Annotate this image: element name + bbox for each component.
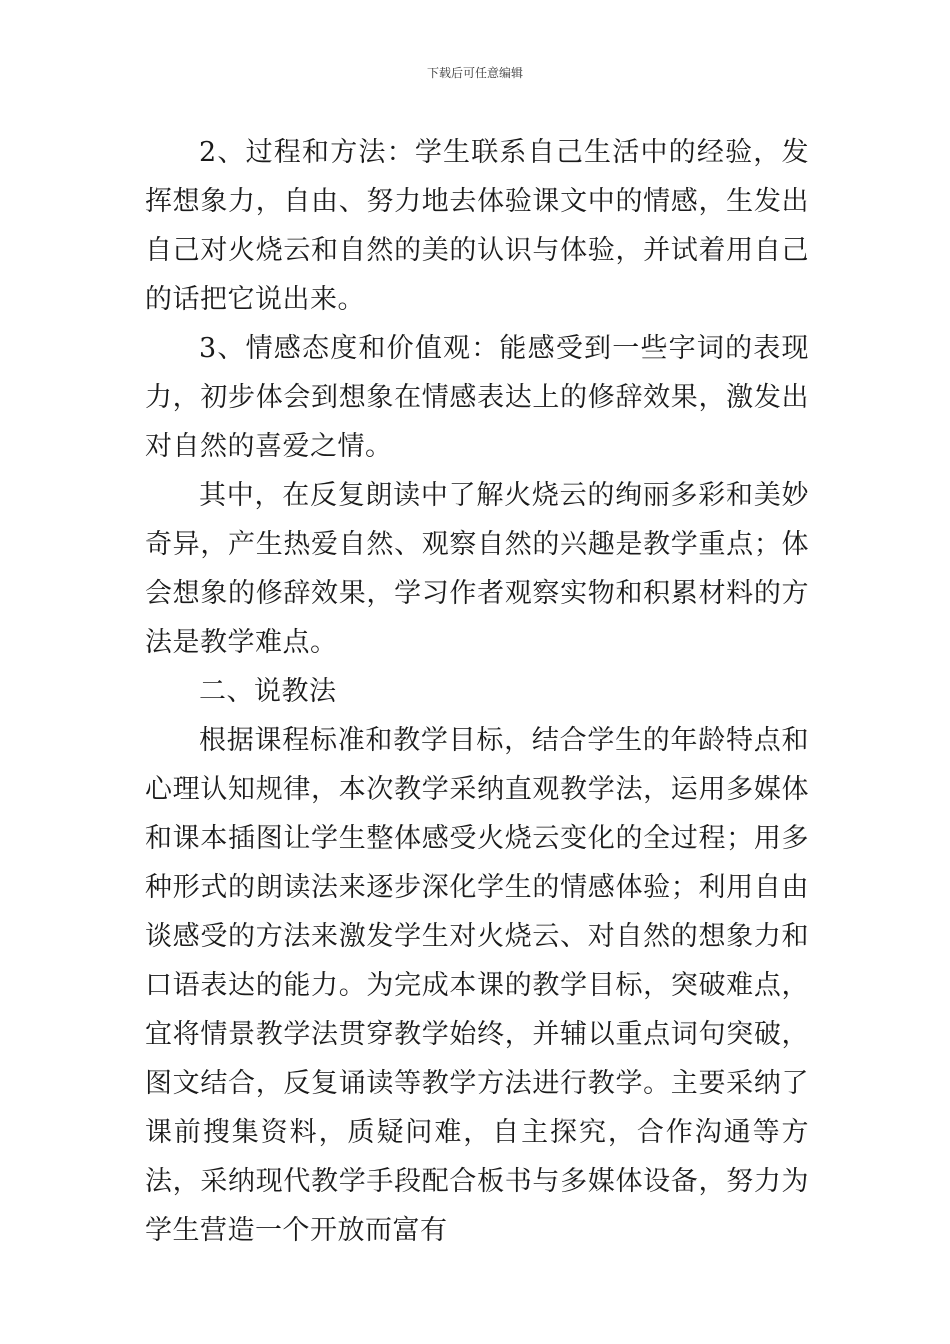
paragraph-process-method: 2、过程和方法：学生联系自己生活中的经验，发挥想象力，自由、努力地去体验课文中的情感，生发出自己对火烧云和自然的美的认识与体验，并试着用自己的话把它说出来。 — [145, 137, 809, 315]
paragraph-teaching-method: 根据课程标准和教学目标，结合学生的年龄特点和心理认知规律，本次教学采纳直观教学法，运用多媒体和课本插图让学生整体感受火烧云变化的全过程；用多种形式的朗读法来逐步深化学生的情感体验；利用自由谈感受的方法来激发学生对火烧云、对自然的想象力和口语表达的能力。为完成本课的教学目标，突破难点，宜将情景教学法贯穿教学始终，并辅以重点词句突破，图文结合，反复诵读等教学方法进行教学。主要采纳了课前搜集资料，质疑问难，自主探究，合作沟通等方法，采纳现代教学手段配合板书与多媒体设备，努力为学生营造一个开放而富有 — [145, 725, 809, 1246]
paragraph-key-points: 其中，在反复朗读中了解火烧云的绚丽多彩和美妙奇异，产生热爱自然、观察自然的兴趣是教学重点；体会想象的修辞效果，学习作者观察实物和积累材料的方法是教学难点。 — [145, 480, 809, 658]
section-heading-teaching-method: 二、说教法 — [199, 676, 337, 707]
paragraph-emotion-values: 3、情感态度和价值观：能感受到一些字词的表现力，初步体会到想象在情感表达上的修辞效果，激发出对自然的喜爱之情。 — [145, 333, 809, 462]
page-header: 下载后可任意编辑 — [426, 66, 523, 80]
document-body — [145, 128, 809, 1255]
